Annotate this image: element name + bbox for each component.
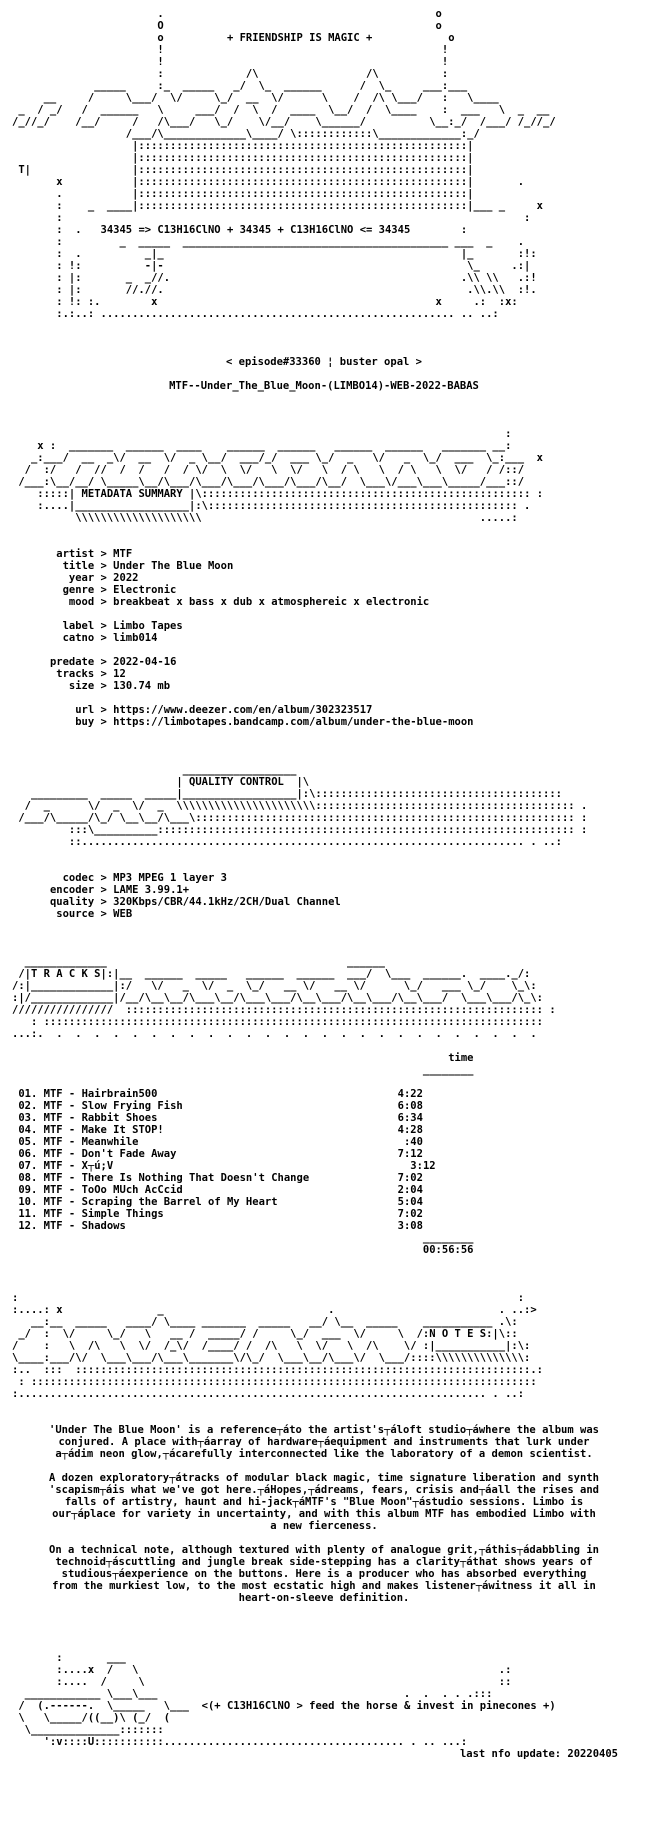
quality-banner: __________________ | QUALITY CONTROL |\ _________ _____ _____|__________________|:\::::::::::::::::::::::::::::::::::::::: / _ \/ _ \/ _ \\\\\\\\\\\\\\\\\\\\\\::::::::::::::::::::::::::::::::::::::::: . /___/\_____/\_/ \__\__/\___\:::::::::::::::::::::::::::::::::::::::::::::::::::::::::::: : :::\__________:::::::::::::::::::::::::::::::::::::::::::::::::::::::::::::::::: : ::...................................................................... . ..: — [18, 764, 588, 848]
ascii-header-box: |::::::::::::::::::::::::::::::::::::::::::::::::::::| |::::::::::::::::::::::::::::::::::::::::::::::::::::| T| |::::::::::::::::::::::::::::::::::::::::::::::::::::| x |::::::::::::::::::::::::::::::::::::::::::::::::::::| . . |::::::::::::::::::::::::::::::::::::::::::::::::::::| : _ ____|::::::::::::::::::::::::::::::::::::::::::::::::::::|___ _ x : : : . 34345 => C13H16ClNO + 34345 + C13H16ClNO <= 34345 : : _ _____ __________________________________________ ___ _ . : . _|_ |_ :!: : !: -|- \_ .:| : |: _ _//. .\\ \\ .:! : |: //.//. .\\.\\ :!. : !: :. x x .: :x: :.:..: ........................................................ .. ..: — [18, 140, 544, 320]
qc-row-codec: codec > MP3 MPEG 1 layer 3 — [62, 872, 227, 884]
meta-row-catno: catno > limb014 — [62, 632, 158, 644]
quality-list — [12, 872, 636, 920]
meta-row-mood: mood > breakbeat x bass x dub x atmosphereic x electronic — [68, 596, 430, 608]
meta-row-url: url > https://www.deezer.com/en/album/302323517 — [75, 704, 373, 716]
qc-codec: MP3 MPEG 1 layer 3 — [113, 872, 227, 884]
time-header-rule: ________ — [12, 1064, 474, 1076]
track-time: :40 — [403, 1136, 423, 1148]
quality-section-title: QUALITY CONTROL — [189, 776, 284, 788]
meta-title: Under The Blue Moon — [113, 560, 234, 572]
qc-row-source: source > WEB — [56, 908, 133, 920]
track-row: 06. MTF - Don't Fade Away 7:12 — [18, 1148, 423, 1160]
ascii-header-antennas: . o O o o + FRIENDSHIP IS MAGIC + o ! ! ! ! : /\ /\ : _____ :_ _____ _/ \_ ______ / \_ ___:___ __ / \___/ \/ \_/ __ \/ \ / /\ \___/ : \____ _ / _/ / ______ \ ___/ / \ / ____ \__/ / \____ : ___ \ _ __ /_//_/ /__/ / /\___/ \_/ \/__/ \______/ \__:_/ /___/ /_//_/ /___/\_____________\____/ \::::::::::::\_____________:_/ — [12, 8, 556, 140]
track-title: Hairbrain500 — [81, 1088, 158, 1100]
tracklist — [12, 1052, 636, 1256]
track-title: Slow Frying Fish — [81, 1100, 183, 1112]
buy-link[interactable]: https://limbotapes.bandcamp.com/album/under-the-blue-moon — [113, 716, 474, 728]
notes-banner: : : :....: x _ . . ..:> __:__ _____ ____/ \____ _______ _____ __/ \__ _____ ___________ .\: _/ : \/ \_/ \ __ / _____/ / \_/ ___ \/ \ /:N O T E S:|\:: / : \ /\ \ \/ /_\/ /____/ / /\ \ \/ \ /\ \/ :|___________|:\: \____:___/\/ \___\___/\___\_______\/\_/ \___\__/\___\/ \___/::::\\\\\\\\\\\\\\: :.. ::: ::::::::::::::::::::::::::::::::::::::::::::::::::::::::::::::::::::::::.: : :::::::::::::::::::::::::::::::::::::::::::::::::::::::::::::::::::::::::::::::: :.......................................................................... . ..: — [12, 1292, 544, 1400]
meta-row-year: year > 2022 — [68, 572, 139, 584]
qc-quality: 320Kbps/CBR/44.1kHz/2CH/Dual Channel — [113, 896, 341, 908]
track-row: 08. MTF - There Is Nothing That Doesn't Change 7:02 — [18, 1172, 423, 1184]
meta-row-tracks: tracks > 12 — [56, 668, 126, 680]
track-row: 10. MTF - Scraping the Barrel of My Heart 5:04 — [18, 1196, 423, 1208]
track-time: 2:04 — [397, 1184, 423, 1196]
episode-line: < episode#33360 ¦ buster opal > — [226, 356, 422, 368]
track-row: 09. MTF - ToOo MUch AcCcid 2:04 — [18, 1184, 423, 1196]
footer-art: : ___ :....x / \ .: :.... / \ :: ____________ \___\___ . . . . .::: / (.------. \_____ \___ <(+ C13H16ClNO > feed the horse & invest in pinecones +) \ \_____/((__)\ (_/ ( \______________::::::: ':v::::U:::::::::::...................................... . .. ...: — [18, 1652, 556, 1748]
notes-paragraph-1: 'Under The Blue Moon' is a reference┬áto the artist's┬áloft studio┬áwhere the album was conjured. A place with┬áarray of hardware┬áequipment and instruments that lurk under a┬ádim neon glow,┬ácarefully interconnected like the laboratory of a demon scientist. — [49, 1424, 599, 1460]
track-title: X┬ú;V — [81, 1160, 114, 1172]
track-title: Simple Things — [81, 1208, 164, 1220]
meta-row-title: title > Under The Blue Moon — [62, 560, 234, 572]
meta-predate: 2022-04-16 — [113, 656, 177, 668]
track-time: 4:28 — [397, 1124, 423, 1136]
notes-paragraph-3: On a technical note, although textured with plenty of analogue grit,┬áthis┬ádabbling in technoid┬áscuttling and jungle break side-stepping has a clarity┬áthat shows years of studious┬áexperience on the buttons. Here is a producer who has absorbed everything from the murkiest low, to the most ecstatic high and makes listener┬áwitness it all in heart-on-sleeve definition. — [49, 1544, 599, 1604]
track-time: 6:34 — [397, 1112, 423, 1124]
meta-label: Limbo Tapes — [113, 620, 183, 632]
meta-row-artist: artist > MTF — [56, 548, 133, 560]
track-time: 3:08 — [397, 1220, 423, 1232]
meta-row-genre: genre > Electronic — [62, 584, 177, 596]
track-row: 04. MTF - Make It STOP! 4:28 — [18, 1124, 423, 1136]
metadata-banner: : x : _______ ______ ____ ______ ______ ______ ______ _______ __: _:___/ __ _\/ __ \/ _ \__/ ___/_/ ___ \_/ _ \/ _ \_/ ___ \_:___ x / :/ / // / / / / \/ \ \/ \ \/ \ / \ \ / \ \ \/ / /::/ /___:\__/__/ \_____\__/\___/\___/\___/\___/\___/\__/ \___\/___\___\_____/___::/ :::::| METADATA SUMMARY |\:::::::::::::::::::::::::::::::::::::::::::::::::::: : :....|__________________|:\::::::::::::::::::::::::::::::::::::::::::::::::: . \\\\\\\\\\\\\\\\\\\\ .....: — [18, 428, 544, 524]
meta-year: 2022 — [113, 572, 139, 584]
track-time: 7:02 — [397, 1172, 423, 1184]
meta-row-buy: buy > https://limbotapes.bandcamp.com/album/under-the-blue-moon — [75, 716, 474, 728]
track-time: 7:02 — [397, 1208, 423, 1220]
metadata-list — [12, 548, 636, 728]
meta-mood: breakbeat x bass x dub x atmosphereic x electronic — [113, 596, 430, 608]
track-row: 01. MTF - Hairbrain500 4:22 — [18, 1088, 423, 1100]
meta-catno: limb014 — [113, 632, 158, 644]
meta-row-label: label > Limbo Tapes — [62, 620, 183, 632]
qc-row-encoder: encoder > LAME 3.99.1+ — [49, 884, 190, 896]
meta-size: 130.74 mb — [113, 680, 171, 692]
total-row — [12, 1244, 636, 1256]
qc-row-quality: quality > 320Kbps/CBR/44.1kHz/2CH/Dual Channel — [49, 896, 341, 908]
track-row: 11. MTF - Simple Things 7:02 — [18, 1208, 423, 1220]
last-update: last nfo update: 20220405 — [459, 1748, 618, 1760]
metadata-section-title: METADATA SUMMARY — [81, 488, 183, 500]
track-time: 3:12 — [410, 1160, 436, 1172]
qc-source: WEB — [113, 908, 133, 920]
meta-tracks: 12 — [113, 668, 126, 680]
track-row: 12. MTF - Shadows 3:08 — [18, 1220, 423, 1232]
track-row: 02. MTF - Slow Frying Fish 6:08 — [18, 1100, 423, 1112]
tracks-banner: _____________ ______ /|T R A C K S|:|__ ______ _____ ______ ______ ___/ \___ ______. ____._/: /:|_____________|:/ \/ _ \/ _ \_/ __ \/ __ \/ \_/ ___ \_/ \_\: :|/_____________|/__/\__\__/\___\__/\___\___/\__\___/\__\___/\__\___/ \___\___/\_\: //////////////// :::::::::::::::::::::::::::::::::::::::::::::::::::::::::::::::::: : : ::::::::::::::::::::::::::::::::::::::::::::::::::::::::::::::::::::::::::::::: ...:. . . . . . . . . . . . . . . . . . . . . . . . . . . — [12, 956, 556, 1040]
track-title: Make It STOP! — [81, 1124, 164, 1136]
total-time: 00:56:56 — [422, 1244, 474, 1256]
header-slogan: + FRIENDSHIP IS MAGIC + — [226, 32, 373, 44]
track-title: There Is Nothing That Doesn't Change — [81, 1172, 310, 1184]
meta-row-predate: predate > 2022-04-16 — [49, 656, 177, 668]
tracks-section-title: T R A C K S — [30, 968, 101, 980]
track-title: Meanwhile — [81, 1136, 139, 1148]
track-time: 4:22 — [397, 1088, 423, 1100]
track-time: 5:04 — [397, 1196, 423, 1208]
track-title: ToOo MUch AcCcid — [81, 1184, 183, 1196]
url-link[interactable]: https://www.deezer.com/en/album/302323517 — [113, 704, 373, 716]
meta-artist: MTF — [113, 548, 133, 560]
track-title: Rabbit Shoes — [81, 1112, 158, 1124]
track-time: 7:12 — [397, 1148, 423, 1160]
track-title: Don't Fade Away — [81, 1148, 177, 1160]
track-time: 6:08 — [397, 1100, 423, 1112]
release-name: MTF--Under_The_Blue_Moon-(LIMBO14)-WEB-2022-BABAS — [169, 380, 479, 392]
time-header-row — [12, 1052, 636, 1064]
qc-encoder: LAME 3.99.1+ — [113, 884, 190, 896]
track-title: Scraping the Barrel of My Heart — [81, 1196, 278, 1208]
track-row: 05. MTF - Meanwhile :40 — [18, 1136, 423, 1148]
meta-row-size: size > 130.74 mb — [68, 680, 171, 692]
track-row: 07. MTF - X┬ú;V 3:12 — [18, 1160, 436, 1172]
header-formula: 34345 => C13H16ClNO + 34345 + C13H16ClNO <= 34345 — [100, 224, 411, 236]
footer-tagline: <(+ C13H16ClNO > feed the horse & invest in pinecones +) — [201, 1700, 556, 1712]
track-title: Shadows — [81, 1220, 126, 1232]
time-header: time — [448, 1052, 474, 1064]
total-rule: ________ — [12, 1232, 474, 1244]
notes-paragraph-2: A dozen exploratory┬átracks of modular black magic, time signature liberation and synth 'scapism┬áis what we've got here.┬áHopes,┬ádreams, fears, crisis and┬áall the rises and falls of artistry, haunt and hi-jack┬áMTF's "Blue Moon"┬ástudio sessions. Limbo is our┬áplace for variety in uncertainty, and with this album MTF has embodied Limbo with a new fierceness. — [49, 1472, 599, 1532]
nfo-document — [12, 8, 636, 1840]
track-row: 03. MTF - Rabbit Shoes 6:34 — [18, 1112, 423, 1124]
meta-genre: Electronic — [113, 584, 177, 596]
